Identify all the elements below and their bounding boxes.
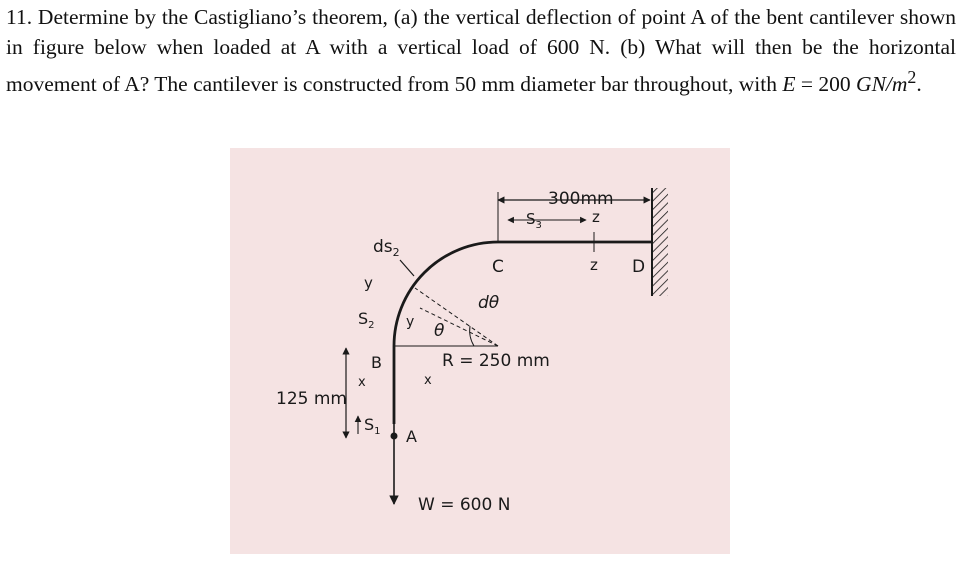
- label-d: D: [632, 257, 646, 277]
- label-a: A: [406, 427, 417, 446]
- cantilever-figure: [230, 148, 730, 554]
- label-x-left: x: [358, 375, 366, 390]
- modulus-equation: [782, 67, 917, 97]
- label-c: C: [492, 257, 504, 277]
- problem-text: 11. Determine by the Castigliano’s theorem, (a) the vertical deflection of point A of the bent cantilever shown in figure below when loaded at A with a vertical load of 600 N. (b) What will then be the horizontal movement of A? The cantilever is constructed from 50 mm diameter bar throughout, with: [6, 5, 956, 97]
- label-125mm: 125 mm: [276, 389, 347, 409]
- eq-end: .: [916, 72, 922, 97]
- label-w: W = 600 N: [418, 495, 511, 515]
- label-ds2: $ds_2$: [373, 237, 400, 259]
- label-theta: θ: [434, 321, 445, 341]
- label-z-bottom: z: [590, 256, 598, 274]
- eq-symbol: E: [782, 72, 796, 97]
- label-s1: $S_1$: [364, 415, 381, 437]
- wall-support: [652, 188, 668, 296]
- point-a-dot: [391, 433, 398, 440]
- label-300mm: 300mm: [548, 189, 614, 209]
- label-z-top: z: [592, 208, 600, 226]
- label-y-inner: y: [406, 314, 415, 330]
- eq-unit: GN/m: [856, 72, 908, 97]
- label-b: B: [371, 353, 382, 372]
- label-r: R = 250 mm: [442, 351, 550, 371]
- label-y-outer: y: [364, 274, 373, 292]
- label-x-right: x: [424, 373, 432, 388]
- label-s3: $S_3$: [526, 210, 542, 231]
- eq-sign: =: [795, 72, 819, 97]
- eq-exponent: 2: [907, 67, 917, 87]
- cantilever-diagram: [230, 148, 730, 554]
- eq-value: 200: [818, 72, 857, 97]
- problem-statement: [6, 2, 956, 99]
- label-s2: $S_2$: [358, 309, 375, 331]
- label-dtheta: dθ: [478, 293, 500, 313]
